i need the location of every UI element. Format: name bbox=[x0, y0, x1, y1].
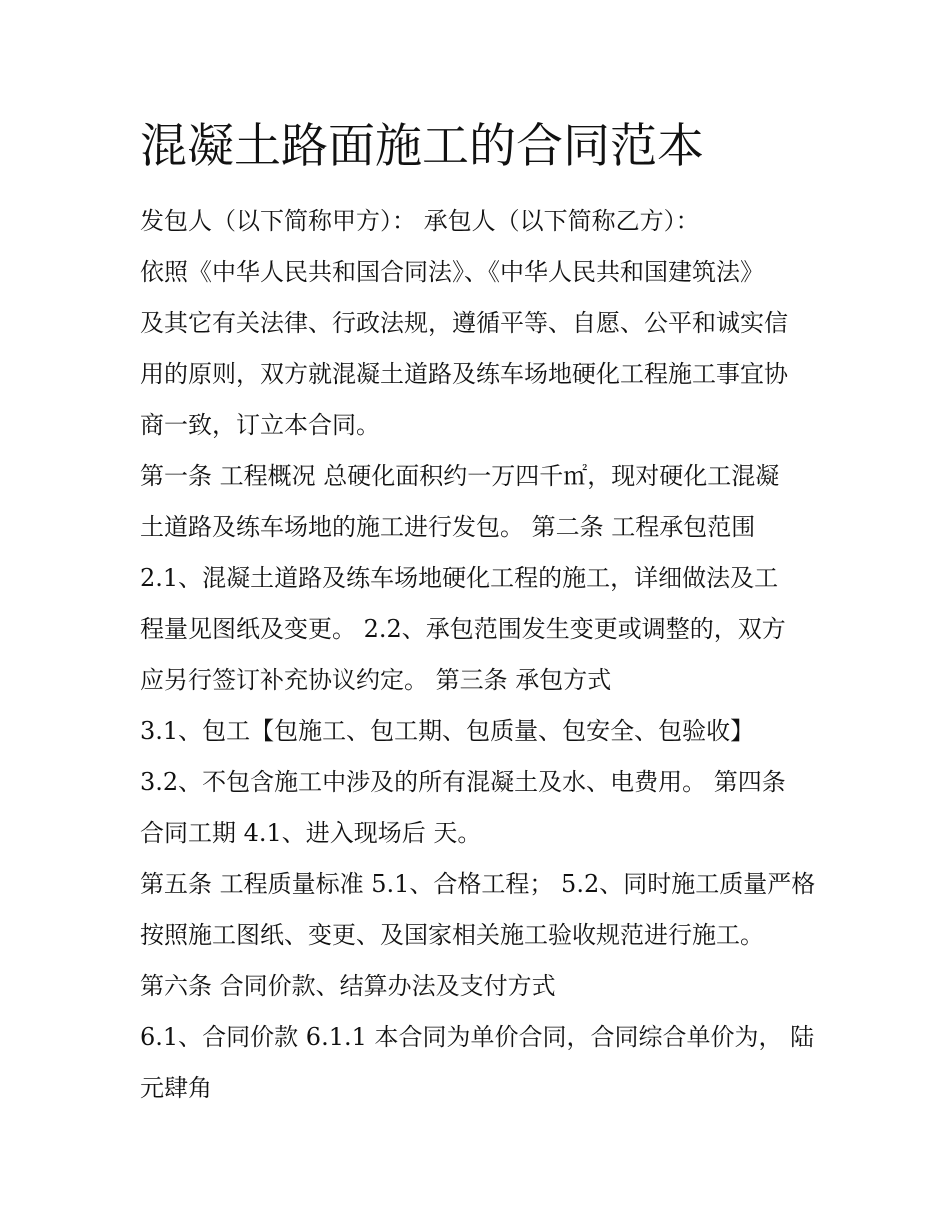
body-line-9: 程量见图纸及变更。 2.2、承包范围发生变更或调整的，双方 bbox=[140, 615, 786, 643]
body-line-1: 发包人（以下简称甲方）： 承包人（以下简称乙方）： bbox=[140, 207, 700, 235]
body-line-15: 按照施工图纸、变更、及国家相关施工验收规范进行施工。 bbox=[140, 921, 764, 949]
body-line-5: 商一致，订立本合同。 bbox=[140, 411, 380, 439]
body-line-7: 土道路及练车场地的施工进行发包。 第二条 工程承包范围 bbox=[140, 513, 756, 541]
body-line-18: 元肆角 bbox=[140, 1074, 212, 1102]
body-line-3: 及其它有关法律、行政法规，遵循平等、自愿、公平和诚实信 bbox=[140, 309, 788, 337]
document-title: 混凝土路面施工的合同范本 bbox=[140, 119, 704, 174]
body-line-4: 用的原则，双方就混凝土道路及练车场地硬化工程施工事宜协 bbox=[140, 360, 788, 388]
body-line-2: 依照《中华人民共和国合同法》、《中华人民共和国建筑法》 bbox=[140, 258, 764, 286]
body-line-16: 第六条 合同价款、结算办法及支付方式 bbox=[140, 972, 556, 1000]
body-line-11: 3.1、包工【包施工、包工期、包质量、包安全、包验收】 bbox=[140, 717, 755, 745]
body-line-12: 3.2、不包含施工中涉及的所有混凝土及水、电费用。 第四条 bbox=[140, 768, 786, 796]
body-line-13: 合同工期 4.1、进入现场后 天。 bbox=[140, 819, 482, 847]
body-line-17: 6.1、合同价款 6.1.1 本合同为单价合同，合同综合单价为， 陆 bbox=[140, 1023, 815, 1051]
body-line-10: 应另行签订补充协议约定。 第三条 承包方式 bbox=[140, 666, 612, 694]
body-line-8: 2.1、混凝土道路及练车场地硬化工程的施工，详细做法及工 bbox=[140, 564, 779, 592]
body-line-14: 第五条 工程质量标准 5.1、合格工程； 5.2、同时施工质量严格 bbox=[140, 870, 816, 898]
body-line-6: 第一条 工程概况 总硬化面积约一万四千㎡，现对硬化工混凝 bbox=[140, 462, 780, 490]
